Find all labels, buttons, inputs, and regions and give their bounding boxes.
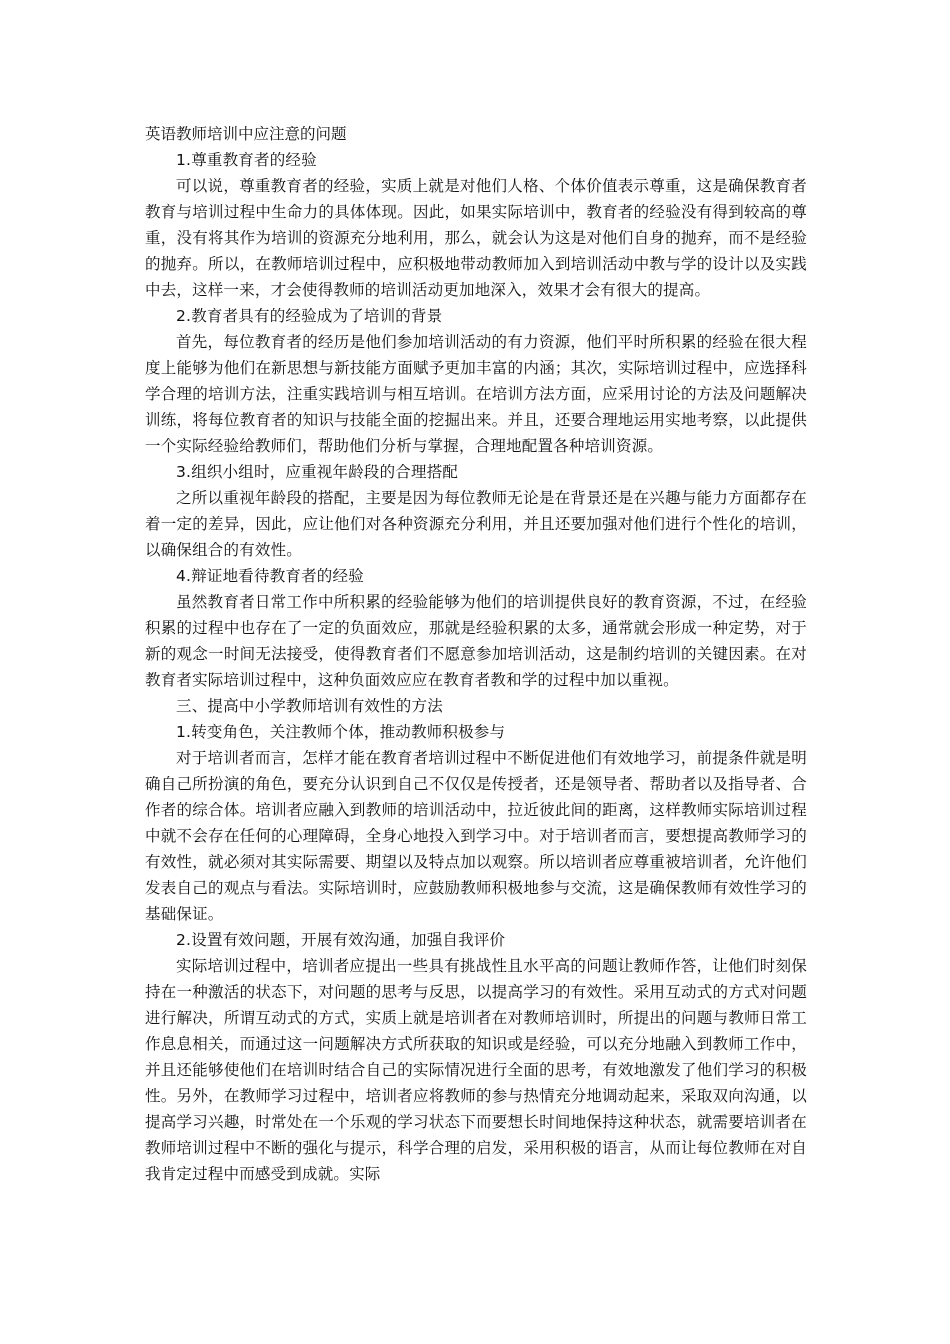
section-heading: 三、提高中小学教师培训有效性的方法: [176, 697, 443, 715]
subsection-heading: 2.设置有效问题，开展有效沟通，加强自我评价: [176, 931, 506, 949]
subsection-heading: 2.教育者具有的经验成为了培训的背景: [176, 307, 443, 325]
body-paragraph: 可以说，尊重教育者的经验，实质上就是对他们人格、个体价值表示尊重，这是确保教育者教育与培训过程中生命力的具体体现。因此，如果实际培训中，教育者的经验没有得到较高的尊重，没有将其作为培训的资源充分地利用，那么，就会认为这是对他们自身的抛弃，而不是经验的抛弃。所以，在教师培训过程中，应积极地带动教师加入到培训活动中教与学的设计以及实践中去，这样一来，才会使得教师的培训活动更加地深入，效果才会有很大的提高。: [145, 177, 807, 299]
subsection-heading: 3.组织小组时，应重视年龄段的合理搭配: [176, 463, 459, 481]
document-page: [145, 121, 807, 1187]
body-paragraph: 之所以重视年龄段的搭配，主要是因为每位教师无论是在背景还是在兴趣与能力方面都存在着一定的差异，因此，应让他们对各种资源充分利用，并且还要加强对他们进行个性化的培训，以确保组合的有效性。: [145, 489, 807, 559]
document-body: [145, 147, 807, 1187]
body-paragraph: 虽然教育者日常工作中所积累的经验能够为他们的培训提供良好的教育资源，不过，在经验积累的过程中也存在了一定的负面效应，那就是经验积累的太多，通常就会形成一种定势，对于新的观念一时间无法接受，使得教育者们不愿意参加培训活动，这是制约培训的关键因素。在对教育者实际培训过程中，这种负面效应应在教育者教和学的过程中加以重视。: [145, 593, 807, 689]
body-paragraph: 对于培训者而言，怎样才能在教育者培训过程中不断促进他们有效地学习，前提条件就是明确自己所扮演的角色，要充分认识到自己不仅仅是传授者，还是领导者、帮助者以及指导者、合作者的综合体。培训者应融入到教师的培训活动中，拉近彼此间的距离，这样教师实际培训过程中就不会存在任何的心理障碍，全身心地投入到学习中。对于培训者而言，要想提高教师学习的有效性，就必须对其实际需要、期望以及特点加以观察。所以培训者应尊重被培训者，允许他们发表自己的观点与看法。实际培训时，应鼓励教师积极地参与交流，这是确保教师有效性学习的基础保证。: [145, 749, 807, 923]
body-paragraph: 首先，每位教育者的经历是他们参加培训活动的有力资源，他们平时所积累的经验在很大程度上能够为他们在新思想与新技能方面赋予更加丰富的内涵；其次，实际培训过程中，应选择科学合理的培训方法，注重实践培训与相互培训。在培训方法方面，应采用讨论的方法及问题解决训练，将每位教育者的知识与技能全面的挖掘出来。并且，还要合理地运用实地考察，以此提供一个实际经验给教师们，帮助他们分析与掌握，合理地配置各种培训资源。: [145, 333, 807, 455]
subsection-heading: 1.转变角色，关注教师个体，推动教师积极参与: [176, 723, 506, 741]
subsection-heading: 1.尊重教育者的经验: [176, 151, 317, 169]
subsection-heading: 4.辩证地看待教育者的经验: [176, 567, 364, 585]
document-title: 英语教师培训中应注意的问题: [145, 125, 347, 143]
body-paragraph: 实际培训过程中，培训者应提出一些具有挑战性且水平高的问题让教师作答，让他们时刻保持在一种激活的状态下，对问题的思考与反思，以提高学习的有效性。采用互动式的方式对问题进行解决，所谓互动式的方式，实质上就是培训者在对教师培训时，所提出的问题与教师日常工作息息相关，而通过这一问题解决方式所获取的知识或是经验，可以充分地融入到教师工作中，并且还能够使他们在培训时结合自己的实际情况进行全面的思考，有效地激发了他们学习的积极性。另外，在教师学习过程中，培训者应将教师的参与热情充分地调动起来，采取双向沟通，以提高学习兴趣，时常处在一个乐观的学习状态下而要想长时间地保持这种状态，就需要培训者在教师培训过程中不断的强化与提示，科学合理的启发，采用积极的语言，从而让每位教师在对自我肯定过程中而感受到成就。实际: [145, 957, 807, 1183]
